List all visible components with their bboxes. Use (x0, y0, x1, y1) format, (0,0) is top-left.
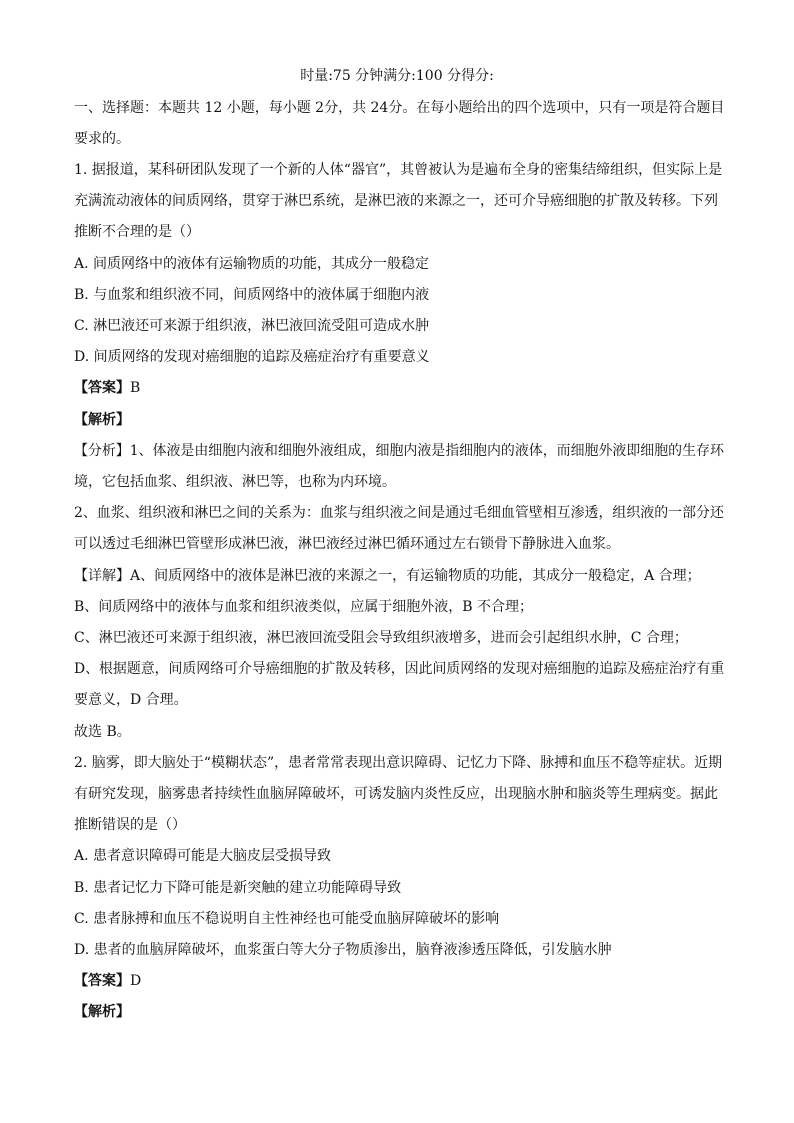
q2-option-b: B. 患者记忆力下降可能是新突触的建立功能障碍导致 (74, 880, 402, 896)
q2-answer (74, 971, 724, 991)
section-title-line-1: 一、选择题：本题共 12 小题，每小题 2分，共 24分。在每小题给出的四个选项中，只有一项是符合题目 (74, 100, 725, 116)
q1-option-b: B. 与血浆和组织液不同，间质网络中的液体属于细胞内液 (74, 287, 430, 303)
q1-analysis-2-line-1: 2、血浆、组织液和淋巴之间的关系为：血浆与组织液之间是通过毛细血管壁相互渗透，组织液的一部分还 (74, 505, 724, 521)
q1-analysis-1-line-1: 【分析】1、体液是由细胞内液和细胞外液组成，细胞内液是指细胞内的液体，而细胞外液即细胞的生存环 (74, 443, 724, 459)
q2-option-a: A. 患者意识障碍可能是大脑皮层受损导致 (74, 848, 332, 864)
q1-stem-line-3: 推断不合理的是（） (74, 224, 200, 240)
q2-stem-line-1: 2. 脑雾，即大脑处于“模糊状态”，患者常常表现出意识障碍、记忆力下降、脉搏和血压不稳等症状。近期 (74, 755, 723, 771)
q1-stem-line-2: 充满流动液体的间质网络，贯穿于淋巴系统，是淋巴液的来源之一，还可介导癌细胞的扩散及转移。下列 (74, 193, 718, 209)
q1-conclusion: 故选 B。 (74, 724, 131, 740)
q1-answer-value: B (130, 380, 141, 396)
q2-stem-line-3: 推断错误的是（） (74, 817, 186, 833)
q1-answer-label: 【答案】 (74, 380, 130, 396)
q1-analysis-label: 【解析】 (74, 412, 130, 428)
q1-detail-d-line-1: D、根据题意，间质网络可介导癌细胞的扩散及转移，因此间质网络的发现对癌细胞的追踪及癌症治疗有重 (74, 661, 725, 677)
q1-analysis-2-line-2: 可以透过毛细淋巴管壁形成淋巴液，淋巴液经过淋巴循环通过左右锁骨下静脉进入血浆。 (74, 536, 620, 552)
q1-detail-d-line-2: 要意义，D 合理。 (74, 692, 188, 708)
q1-answer (74, 378, 724, 398)
q2-answer-value: D (130, 973, 142, 989)
q1-detail-b: B、间质网络中的液体与血浆和组织液类似，应属于细胞外液，B 不合理； (74, 599, 534, 615)
section-title-line-2: 要求的。 (74, 131, 130, 147)
q2-option-d: D. 患者的血脑屏障破坏，血浆蛋白等大分子物质渗出，脑脊液渗透压降低，引发脑水肿 (74, 942, 612, 958)
q1-analysis-1-line-2: 境，它包括血浆、组织液、淋巴等，也称为内环境。 (74, 474, 396, 490)
exam-header: 时量:75 分钟满分:100 分得分: (300, 68, 494, 84)
q1-option-d: D. 间质网络的发现对癌细胞的追踪及癌症治疗有重要意义 (74, 349, 430, 365)
q1-stem-line-1: 1. 据报道，某科研团队发现了一个新的人体“器官”，其曾被认为是遍布全身的密集结缔组织，但实际上是 (74, 162, 723, 178)
q1-detail-a: 【详解】A、间质网络中的液体是淋巴液的来源之一，有运输物质的功能，其成分一般稳定，A 合理； (74, 568, 701, 584)
q2-stem-line-2: 有研究发现，脑雾患者持续性血脑屏障破坏，可诱发脑内炎性反应，出现脑水肿和脑炎等生理病变。据此 (74, 786, 718, 802)
q2-answer-label: 【答案】 (74, 973, 130, 989)
q2-analysis-label: 【解析】 (74, 1004, 130, 1020)
q1-detail-c: C、淋巴液还可来源于组织液，淋巴液回流受阻会导致组织液增多，进而会引起组织水肿，C 合理； (74, 630, 688, 646)
q1-option-a: A. 间质网络中的液体有运输物质的功能，其成分一般稳定 (74, 256, 430, 272)
q1-option-c: C. 淋巴液还可来源于组织液，淋巴液回流受阻可造成水肿 (74, 318, 430, 334)
q2-option-c: C. 患者脉搏和血压不稳说明自主性神经也可能受血脑屏障破坏的影响 (74, 911, 500, 927)
